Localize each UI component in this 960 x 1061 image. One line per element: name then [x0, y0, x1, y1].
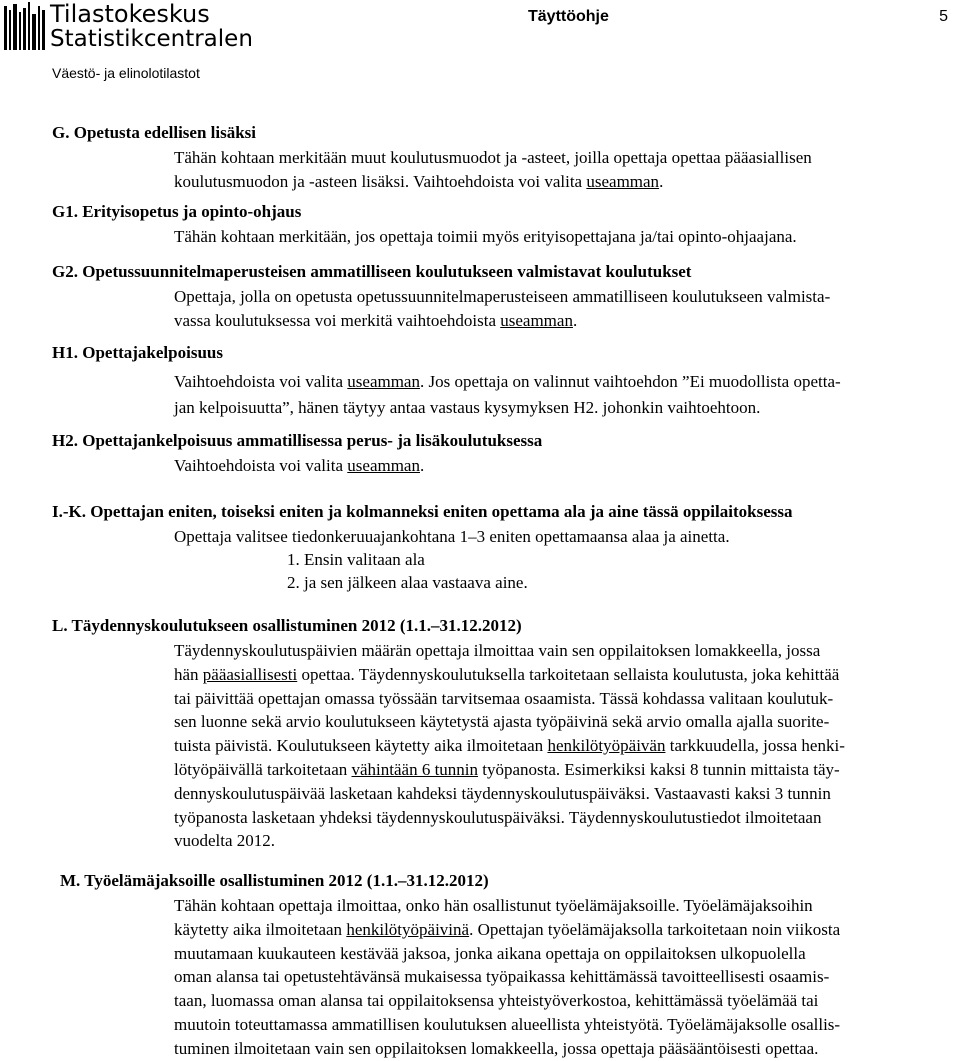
underlined-term: vähintään 6 tunnin — [351, 759, 479, 779]
doc-title: Täyttöohje — [528, 8, 609, 25]
section-m-text: Tähän kohtaan opettaja ilmoittaa, onko hän osallistunut työelämäjaksoille. Työelämäjaksoihin käytetty aika ilmoitetaan henkilötyöpäivinä. Opettajan työelämäjaksolla tarkoitetaan noin viikosta muutamaan kuukauteen kestävää jaksoa, jonka aikana opettaja on oppilaitoksen ulkopuolella oman alansa tai opetustehtävänsä mukaisessa työpaikassa kehittämässä tavoitteellisesti osaamis- taan, luomassa oman alansa tai oppilaitoksensa yhteistyöverkostoa, kehittämässä työelämää tai muutoin toteuttamassa ammatillisen koulutuksen alueellista yhteistyötä. Työelämäjaksolle osallis- tuminen ilmoitetaan vain sen oppilaitoksen lomakkeella, jossa opettaja pääsääntöisesti opettaa. — [174, 896, 841, 1058]
section-h1-heading: H1. Opettajakelpoisuus — [52, 343, 223, 362]
section-g1-text: Tähän kohtaan merkitään, jos opettaja toimii myös erityisopettajana ja/tai opinto-ohjaajana. — [174, 227, 797, 246]
section-g2-heading: G2. Opetussuunnitelmaperusteisen ammatilliseen koulutukseen valmistavat koulutukset — [52, 262, 692, 281]
logo — [4, 0, 254, 58]
underlined-term: henkilötyöpäivän — [547, 736, 666, 756]
section-h2-text: Vaihtoehdoista voi valita useamman. — [174, 456, 425, 475]
section-ik-text: Opettaja valitsee tiedonkeruuajankohtana 1–3 eniten opettamaansa alaa ja ainetta. — [174, 527, 730, 546]
section-g1-heading: G1. Erityisopetus ja opinto-ohjaus — [52, 202, 302, 221]
section-ik-item-2: 2. ja sen jälkeen alaa vastaava aine. — [287, 573, 528, 592]
underlined-term: useamman — [347, 456, 420, 475]
org-name-fi: Tilastokeskus — [50, 0, 210, 28]
section-l-heading: L. Täydennyskoulutukseen osallistuminen 2012 (1.1.–31.12.2012) — [52, 616, 522, 635]
section-g2-text: Opettaja, jolla on opetusta opetussuunnitelmaperusteiseen ammatilliseen koulutukseen valmista- vassa koulutuksessa voi merkitä vaihtoehdoista useamman. — [174, 287, 831, 330]
underlined-term: useamman — [347, 372, 420, 391]
section-ik-item-1: 1. Ensin valitaan ala — [287, 550, 425, 569]
department: Väestö- ja elinolotilastot — [52, 65, 200, 81]
section-ik-heading: I.-K. Opettajan eniten, toiseksi eniten ja kolmanneksi eniten opettama ala ja aine tässä oppilaitoksessa — [52, 502, 793, 521]
underlined-term: pääasiallisesti — [202, 664, 298, 684]
section-l-text: Täydennyskoulutuspäivien määrän opettaja ilmoittaa vain sen oppilaitoksen lomakkeella, jossa hän pääasiallisesti opettaa. Täydennyskoulutuksella tarkoitetaan sellaista koulutusta, joka kehittää tai päivittää opettajan omassa työssään tarvitsemaa osaamista. Tässä kohdassa valitaan koulutuk- sen luonne sekä arvio koulutukseen käytetystä ajasta työpäivinä sekä arvio omalla ajalla suorite- tuista päivistä. Koulutukseen käytetty aika ilmoitetaan henkilötyöpäivän tarkkuudella, jossa henki- lötyöpäivällä tarkoitetaan vähintään 6 tunnin työpanosta. Esimerkiksi kaksi 8 tunnin mittaista täy- dennyskoulutuspäivää lasketaan kahdeksi täydennyskoulutuspäiväksi. Vastaavasti kaksi 3 tunnin työpanosta lasketaan yhdeksi täydennyskoulutuspäiväksi. Täydennyskoulutustiedot ilmoitetaan vuodelta 2012. — [174, 641, 845, 851]
section-g-heading: G. Opetusta edellisen lisäksi — [52, 123, 257, 142]
org-name-sv: Statistikcentralen — [50, 26, 253, 52]
barcode-logo-icon — [4, 2, 46, 54]
section-h2-heading: H2. Opettajankelpoisuus ammatillisessa perus- ja lisäkoulutuksessa — [52, 431, 543, 450]
section-m-heading: M. Työelämäjaksoille osallistuminen 2012 (1.1.–31.12.2012) — [60, 871, 489, 890]
underlined-term: henkilötyöpäivinä — [346, 919, 470, 939]
section-h1-text: Vaihtoehdoista voi valita useamman. Jos opettaja on valinnut vaihtoehdon ”Ei muodollista opetta- jan kelpoisuutta”, hänen täytyy antaa vastaus kysymyksen H2. johonkin vaihtoehtoon. — [174, 372, 841, 417]
underlined-term: useamman — [500, 310, 573, 330]
underlined-term: useamman — [586, 171, 660, 191]
section-g-text: Tähän kohtaan merkitään muut koulutusmuodot ja -asteet, joilla opettaja opettaa pääasiallisen koulutusmuodon ja -asteen lisäksi. Vaihtoehdoista voi valita useamman. — [174, 148, 812, 191]
page-number: 5 — [939, 8, 948, 25]
